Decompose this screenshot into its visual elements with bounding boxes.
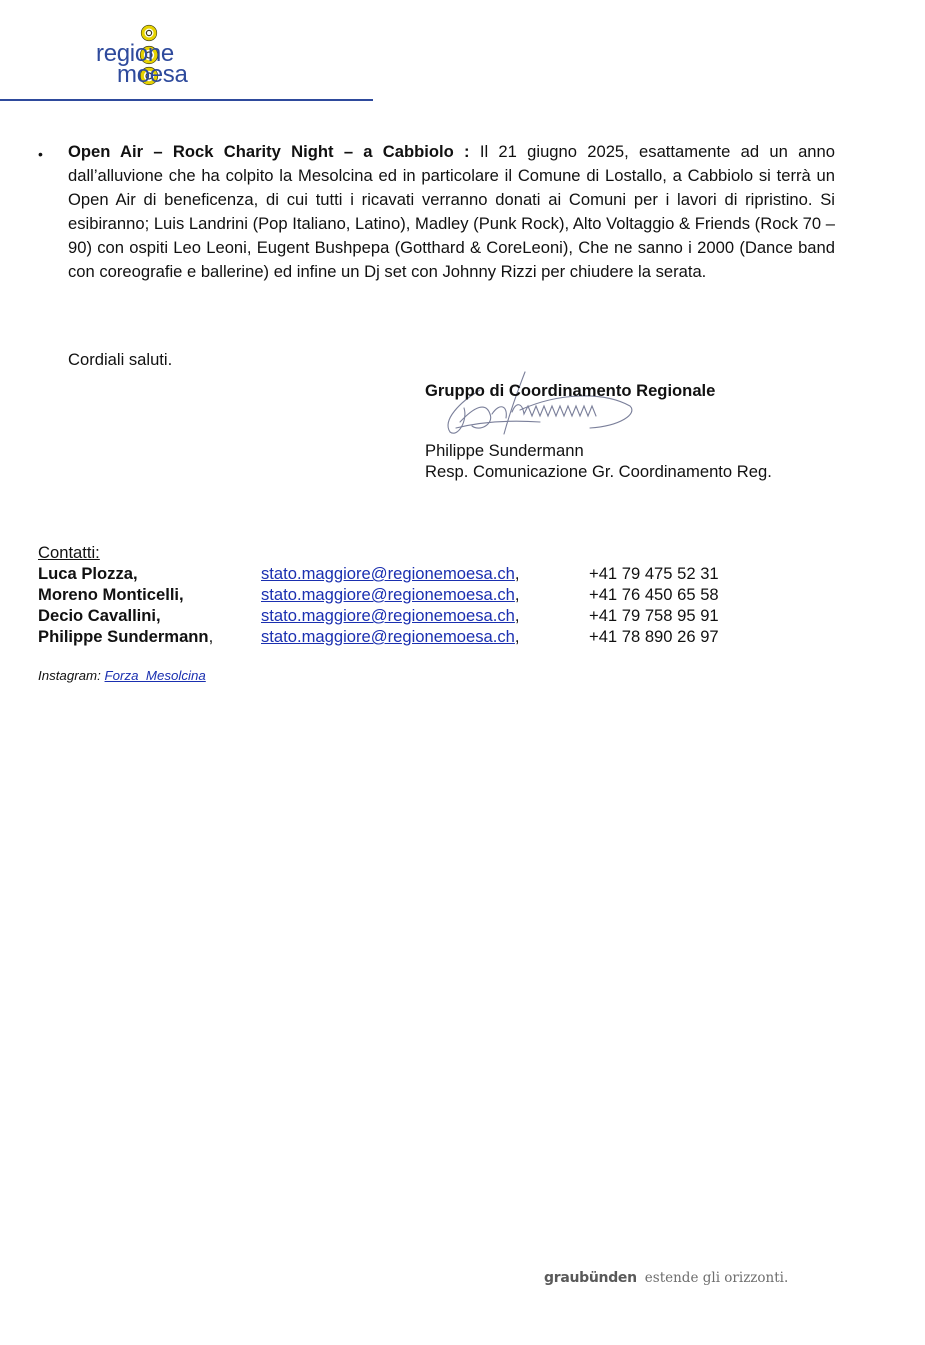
contact-name: Luca Plozza,: [38, 564, 138, 583]
signatory-role: Resp. Comunicazione Gr. Coordinamento Reg.: [425, 462, 772, 481]
contact-email: stato.maggiore@regionemoesa.ch,: [261, 564, 520, 583]
regione-moesa-logo: [96, 20, 236, 92]
logo-text-moesa: moesa: [117, 61, 188, 88]
contact-name: Philippe Sundermann,: [38, 627, 214, 646]
contact-row: [38, 627, 798, 648]
signatory-name: Philippe Sundermann: [425, 441, 584, 460]
contact-name: Decio Cavallini,: [38, 606, 161, 625]
handwritten-signature: [420, 362, 650, 452]
contact-email-link[interactable]: stato.maggiore@regionemoesa.ch: [261, 606, 515, 625]
event-paragraph: [68, 140, 835, 284]
contact-email: stato.maggiore@regionemoesa.ch,: [261, 606, 520, 625]
footer-brand: graubünden: [544, 1270, 637, 1286]
contact-phone: +41 78 890 26 97: [589, 627, 719, 646]
footer-graubunden: [544, 1270, 788, 1286]
instagram-line: [38, 668, 206, 683]
footer-tagline: estende gli orizzonti.: [644, 1270, 789, 1286]
contact-row: [38, 564, 798, 585]
contact-email-link[interactable]: stato.maggiore@regionemoesa.ch: [261, 627, 515, 646]
instagram-link[interactable]: Forza_Mesolcina: [104, 668, 206, 683]
logo-text-regione: regione: [96, 40, 174, 67]
contact-row: [38, 606, 798, 627]
contact-email-link[interactable]: stato.maggiore@regionemoesa.ch: [261, 564, 515, 583]
instagram-label: Instagram:: [38, 668, 101, 683]
contact-phone: +41 79 475 52 31: [589, 564, 719, 583]
contacts-heading: Contatti:: [38, 543, 100, 562]
contact-phone: +41 79 758 95 91: [589, 606, 719, 625]
greeting: Cordiali saluti.: [68, 350, 173, 369]
contact-email: stato.maggiore@regionemoesa.ch,: [261, 627, 520, 646]
contact-row: [38, 585, 798, 606]
contact-name: Moreno Monticelli,: [38, 585, 184, 604]
signature-group-title: Gruppo di Coordinamento Regionale: [425, 381, 716, 400]
event-body: Il 21 giugno 2025, esattamente ad un anno dall’alluvione che ha colpito la Mesolcina ed in particolare il Comune di Lostallo, a Cabbiolo si terrà un Open Air di beneficenza, di cui tutti i ricavati verranno donati ai Comuni per i lavori di ripristino. Si esibiranno; Luis Landrini (Pop Italiano, Latino), Madley (Punk Rock), Alto Voltaggio & Friends (Rock 70 – 90) con ospiti Leo Leoni, Eugent Bushpepa (Gotthard & CoreLeoni), Che ne sanno i 2000 (Dance band con coreografie e ballerine) ed infine un Dj set con Johnny Rizzi per chiudere la serata.: [68, 142, 835, 281]
bullet-icon: •: [38, 146, 43, 162]
event-title: Open Air – Rock Charity Night – a Cabbiolo :: [68, 142, 470, 161]
contact-phone: +41 76 450 65 58: [589, 585, 719, 604]
contact-email: stato.maggiore@regionemoesa.ch,: [261, 585, 520, 604]
header-divider: [0, 99, 373, 101]
contact-email-link[interactable]: stato.maggiore@regionemoesa.ch: [261, 585, 515, 604]
